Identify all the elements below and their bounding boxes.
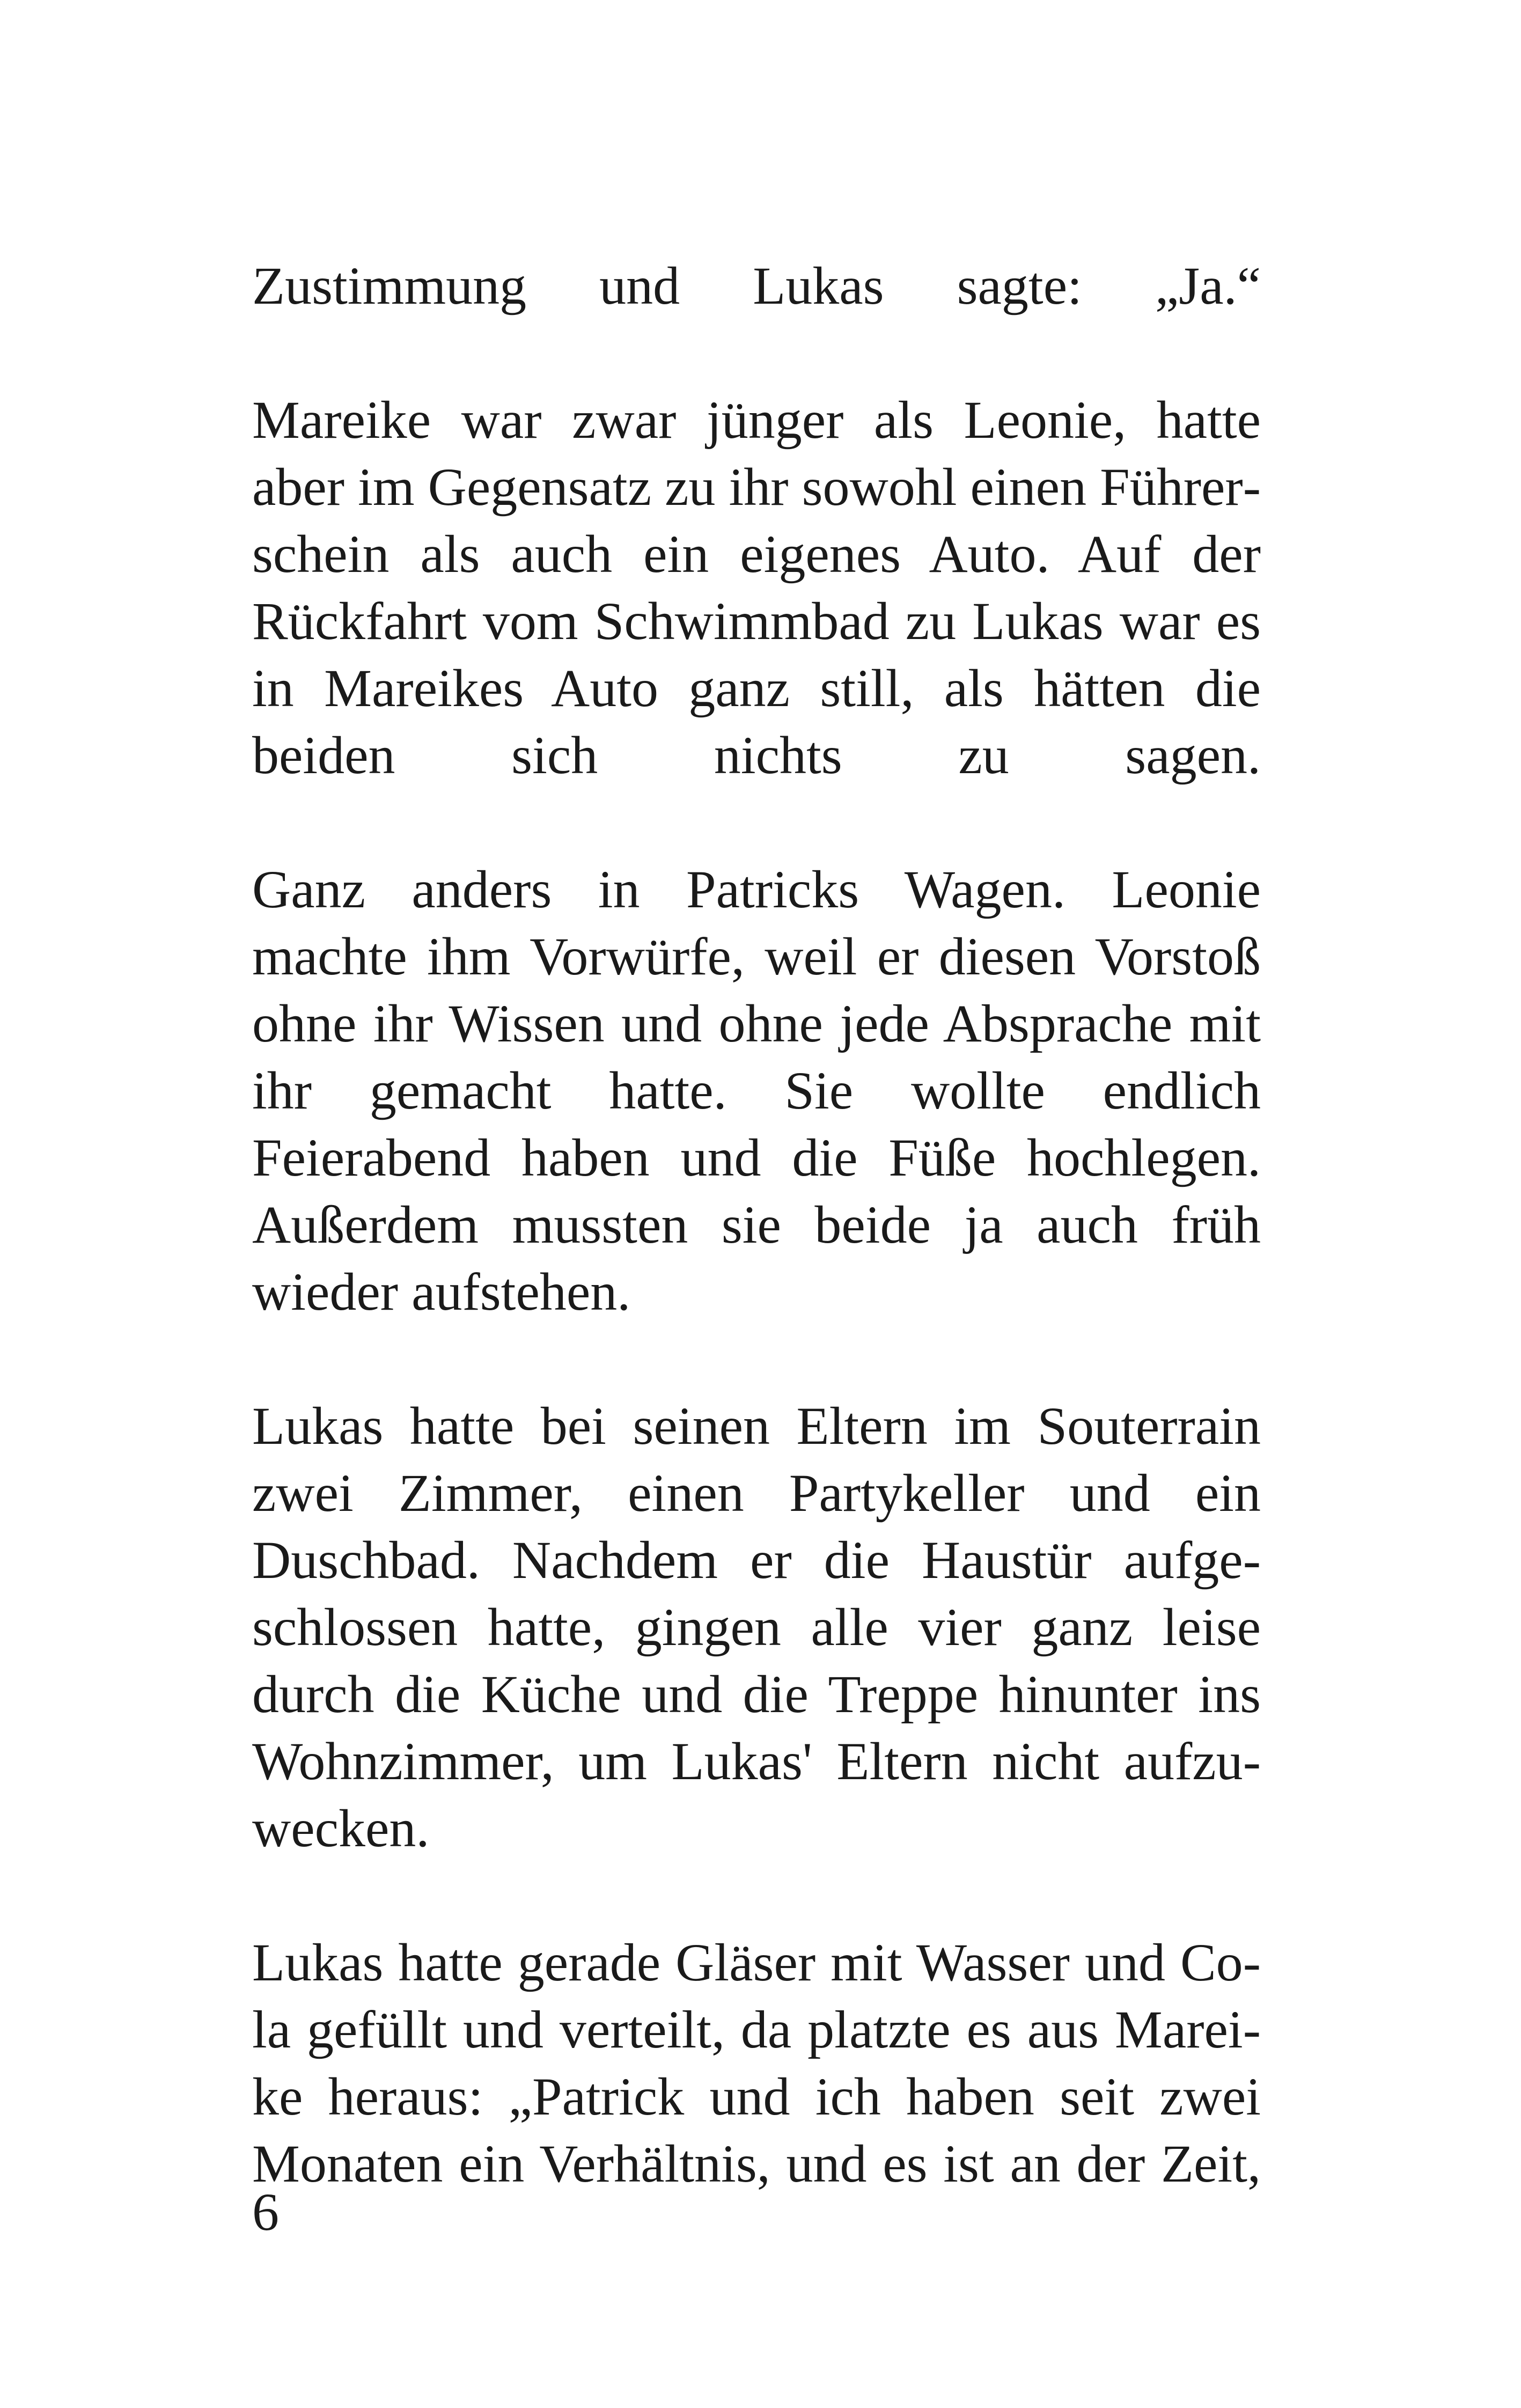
paragraph-3: Ganz anders in Patricks Wagen. Leonie machte ihm Vorwürfe, weil er diesen Vorstoß ohne ihr Wissen und ohne jede Absprache mit ihr gemacht hatte. Sie wollte endlich Feierabend haben und die Füße hochlegen. Außerdem mussten sie beide ja auch früh wieder aufstehen. — [252, 860, 1261, 1322]
paragraph-5: Lukas hatte gerade Gläser mit Wasser und Cola gefüllt und verteilt, da platzte es aus Mareike heraus: „Patrick und ich haben seit zwei Monaten ein Verhältnis, und es ist an der Zeit, — [252, 1933, 1261, 2193]
page-number: 6 — [252, 2182, 279, 2242]
page-body — [252, 252, 1261, 2197]
paragraph-2: Mareike war zwar jünger als Leonie, hatte aber im Gegensatz zu ihr sowohl einen Führerschein als auch ein eigenes Auto. Auf der Rückfahrt vom Schwimmbad zu Lukas war es in Mareikes Auto ganz still, als hätten die beiden sich nichts zu sagen. — [252, 390, 1261, 785]
paragraph-4: Lukas hatte bei seinen Eltern im Souterrain zwei Zimmer, einen Partykeller und ein Duschbad. Nachdem er die Haustür aufgeschlossen hatte, gingen alle vier ganz leise durch die Küche und die Treppe hinunter ins Wohnzimmer, um Lukas' Eltern nicht aufzuwecken. — [252, 1396, 1261, 1858]
paragraph-1: Zustimmung und Lukas sagte: „Ja.“ — [252, 256, 1261, 315]
